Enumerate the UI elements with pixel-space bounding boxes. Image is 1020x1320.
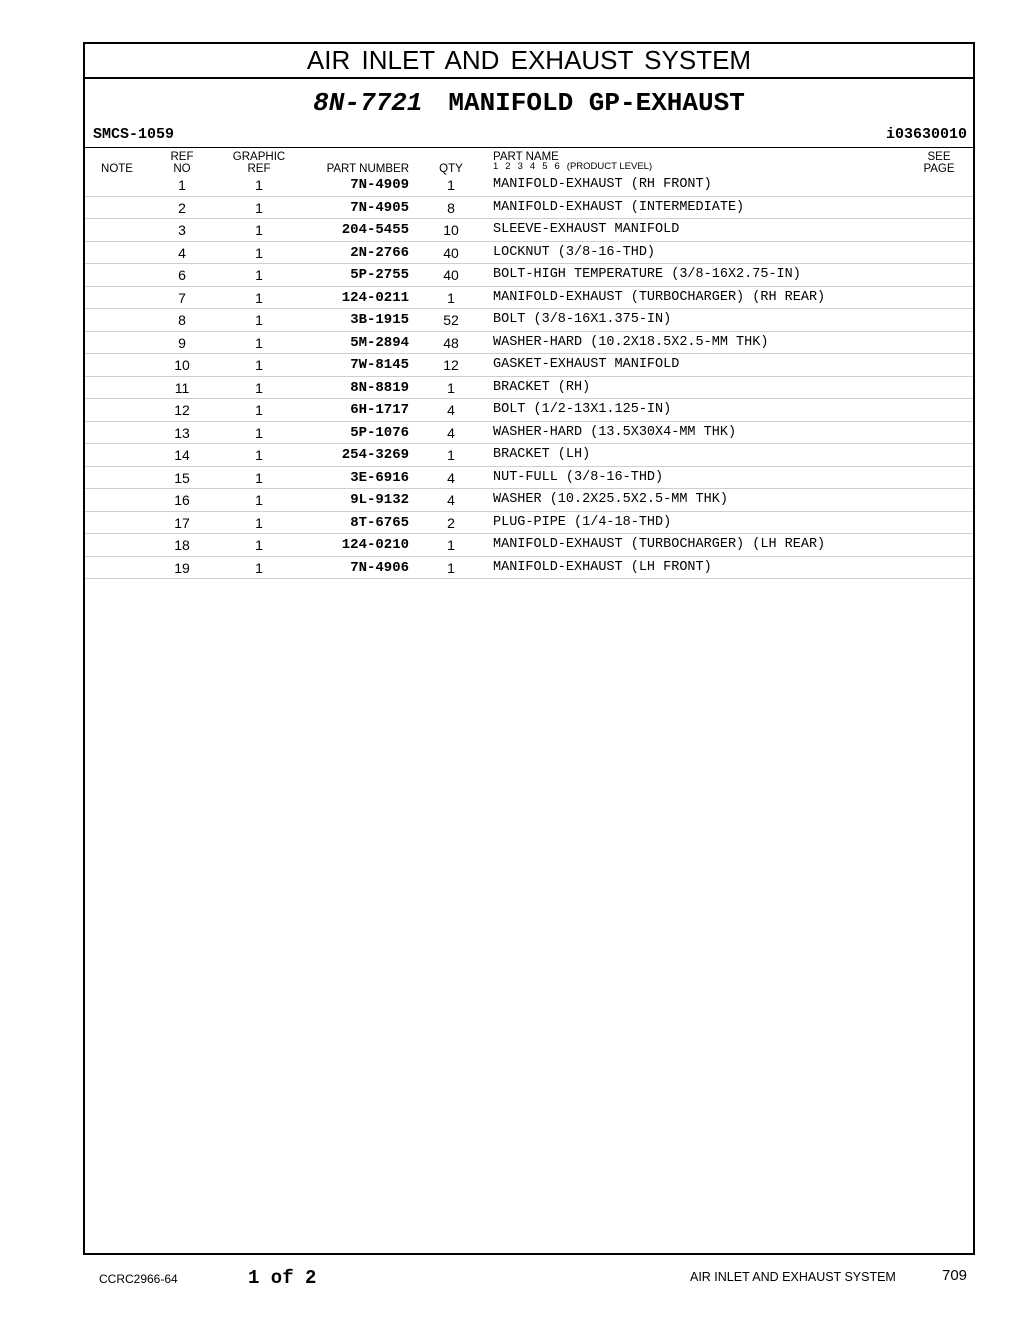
qty: 12 <box>443 357 459 373</box>
part-name: PLUG-PIPE (1/4-18-THD) <box>493 514 672 530</box>
qty: 4 <box>447 424 455 441</box>
part-name: GASKET-EXHAUST MANIFOLD <box>493 357 680 372</box>
header-ref-no-line1: REF <box>170 151 194 163</box>
header-graphic-ref <box>225 151 293 175</box>
part-name: WASHER (10.2X25.5X2.5-MM THK) <box>493 492 728 507</box>
part-number: 8T-6765 <box>350 514 409 531</box>
table-row <box>85 174 973 197</box>
part-number: 7N-4905 <box>350 199 409 216</box>
ref-no: 11 <box>174 379 190 396</box>
qty: 1 <box>447 537 455 553</box>
graphic-ref: 1 <box>255 537 263 553</box>
part-number: 9L-9132 <box>350 492 409 508</box>
header-see-page-line1: SEE <box>927 151 951 163</box>
section-title: AIR INLET AND EXHAUST SYSTEM <box>85 44 973 79</box>
level-4: 4 <box>529 161 536 172</box>
qty: 1 <box>447 559 455 576</box>
part-number: 124-0210 <box>341 537 409 553</box>
table-row <box>85 377 973 400</box>
qty: 1 <box>447 447 455 463</box>
graphic-ref: 1 <box>255 222 263 238</box>
part-number: 5P-2755 <box>350 267 409 283</box>
table-row <box>85 219 973 242</box>
illustration-id: i03630010 <box>885 126 967 143</box>
table-row <box>85 534 973 557</box>
group-title <box>85 88 973 118</box>
ref-no: 4 <box>178 244 186 261</box>
product-level-label: (PRODUCT LEVEL) <box>566 161 653 172</box>
part-name: BOLT (3/8-16X1.375-IN) <box>493 312 672 327</box>
part-name: MANIFOLD-EXHAUST (RH FRONT) <box>493 177 712 192</box>
header-ref-no-line2: NO <box>173 163 191 175</box>
group-number: 8N-7721 <box>313 88 423 118</box>
part-name: NUT-FULL (3/8-16-THD) <box>493 469 664 485</box>
ref-no: 14 <box>174 447 190 463</box>
graphic-ref: 1 <box>255 312 263 328</box>
table-row <box>85 489 973 512</box>
part-number: 3B-1915 <box>350 312 409 328</box>
smcs-code: SMCS-1059 <box>93 126 175 143</box>
part-number: 5M-2894 <box>350 334 409 351</box>
header-qty: QTY <box>439 163 463 175</box>
part-name: MANIFOLD-EXHAUST (TURBOCHARGER) (LH REAR) <box>493 537 826 552</box>
level-1: 1 <box>493 161 499 172</box>
part-name: WASHER-HARD (13.5X30X4-MM THK) <box>493 424 737 440</box>
ref-no: 15 <box>174 469 190 486</box>
ref-no: 1 <box>178 177 186 193</box>
ref-no: 17 <box>174 514 190 531</box>
ref-no: 19 <box>174 559 190 576</box>
qty: 2 <box>447 514 455 531</box>
part-name: BOLT (1/2-13X1.125-IN) <box>493 402 672 417</box>
part-number: 204-5455 <box>341 222 409 238</box>
graphic-ref: 1 <box>255 424 263 441</box>
table-row <box>85 444 973 467</box>
qty: 1 <box>447 379 455 396</box>
header-part-number: PART NUMBER <box>326 163 409 175</box>
product-levels <box>493 161 659 172</box>
part-name: BRACKET (LH) <box>493 447 591 462</box>
table-row <box>85 197 973 220</box>
ref-no: 13 <box>174 424 190 441</box>
part-number: 7N-4906 <box>350 559 409 576</box>
graphic-ref: 1 <box>255 514 263 531</box>
qty: 40 <box>443 244 459 261</box>
table-row <box>85 422 973 445</box>
parts-table <box>85 174 973 579</box>
qty: 10 <box>443 222 459 238</box>
ref-no: 8 <box>178 312 186 328</box>
table-row <box>85 309 973 332</box>
qty: 48 <box>443 334 459 351</box>
qty: 8 <box>447 199 455 216</box>
graphic-ref: 1 <box>255 334 263 351</box>
graphic-ref: 1 <box>255 244 263 261</box>
footer-page-of: 1 of 2 <box>248 1267 317 1289</box>
graphic-ref: 1 <box>255 559 263 576</box>
header-part-name: PART NAME <box>493 151 559 163</box>
ref-no: 3 <box>178 222 186 238</box>
header-see-page-line2: PAGE <box>923 163 955 175</box>
level-3: 3 <box>517 161 523 172</box>
graphic-ref: 1 <box>255 357 263 373</box>
part-number: 7N-4909 <box>350 177 409 193</box>
part-name: MANIFOLD-EXHAUST (LH FRONT) <box>493 559 712 575</box>
ref-no: 9 <box>178 334 186 351</box>
graphic-ref: 1 <box>255 177 263 193</box>
ref-no: 10 <box>174 357 190 373</box>
graphic-ref: 1 <box>255 492 263 508</box>
graphic-ref: 1 <box>255 402 263 418</box>
qty: 4 <box>447 402 455 418</box>
ref-no: 7 <box>178 289 186 306</box>
header-graphic-ref-line1: GRAPHIC <box>232 151 286 163</box>
qty: 1 <box>447 177 455 193</box>
part-number: 8N-8819 <box>350 379 409 396</box>
level-5: 5 <box>542 161 548 172</box>
part-number: 7W-8145 <box>350 357 409 373</box>
header-note: NOTE <box>101 163 133 175</box>
table-row <box>85 557 973 580</box>
qty: 4 <box>447 492 455 508</box>
part-name: BRACKET (RH) <box>493 379 591 395</box>
table-row <box>85 264 973 287</box>
table-row <box>85 287 973 310</box>
graphic-ref: 1 <box>255 289 263 306</box>
part-number: 124-0211 <box>341 289 409 306</box>
footer-doc-code: CCRC2966-64 <box>99 1272 178 1286</box>
parts-sheet <box>83 42 975 1255</box>
group-name: MANIFOLD GP-EXHAUST <box>448 88 745 118</box>
header-ref-no <box>163 151 201 175</box>
ref-no: 12 <box>174 402 190 418</box>
qty: 4 <box>447 469 455 486</box>
part-name: SLEEVE-EXHAUST MANIFOLD <box>493 222 680 237</box>
header-rule <box>85 147 973 148</box>
part-number: 6H-1717 <box>350 402 409 418</box>
table-row <box>85 354 973 377</box>
table-row <box>85 332 973 355</box>
table-row <box>85 242 973 265</box>
header-graphic-ref-line2: REF <box>247 163 271 175</box>
part-name: WASHER-HARD (10.2X18.5X2.5-MM THK) <box>493 334 769 350</box>
graphic-ref: 1 <box>255 447 263 463</box>
table-row <box>85 512 973 535</box>
part-name: MANIFOLD-EXHAUST (INTERMEDIATE) <box>493 199 745 215</box>
header-see-page <box>911 151 967 175</box>
table-row <box>85 467 973 490</box>
part-number: 3E-6916 <box>350 469 409 486</box>
graphic-ref: 1 <box>255 267 263 283</box>
level-2: 2 <box>505 161 511 172</box>
part-name: MANIFOLD-EXHAUST (TURBOCHARGER) (RH REAR) <box>493 289 826 305</box>
graphic-ref: 1 <box>255 379 263 396</box>
graphic-ref: 1 <box>255 199 263 216</box>
part-number: 2N-2766 <box>350 244 409 261</box>
level-6: 6 <box>554 161 560 172</box>
ref-no: 18 <box>174 537 190 553</box>
part-name: LOCKNUT (3/8-16-THD) <box>493 244 656 260</box>
table-row <box>85 399 973 422</box>
qty: 52 <box>443 312 459 328</box>
ref-no: 16 <box>174 492 190 508</box>
footer-page-number: 709 <box>942 1267 968 1284</box>
graphic-ref: 1 <box>255 469 263 486</box>
qty: 40 <box>443 267 459 283</box>
footer-section: AIR INLET AND EXHAUST SYSTEM <box>690 1270 896 1284</box>
part-number: 254-3269 <box>341 447 409 463</box>
ref-no: 2 <box>178 199 186 216</box>
part-name: BOLT-HIGH TEMPERATURE (3/8-16X2.75-IN) <box>493 267 801 282</box>
part-number: 5P-1076 <box>350 424 409 441</box>
qty: 1 <box>447 289 455 306</box>
ref-no: 6 <box>178 267 186 283</box>
